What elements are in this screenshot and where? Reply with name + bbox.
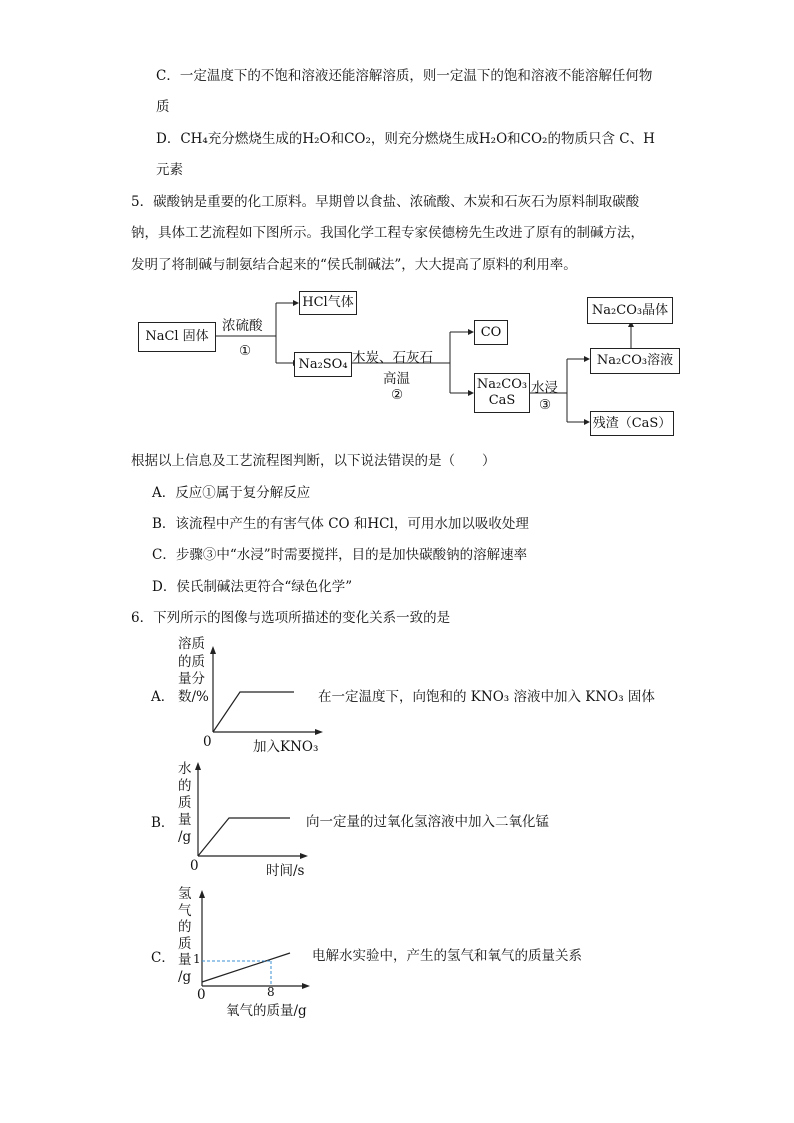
flow-step3: ③ xyxy=(539,397,552,413)
graph-c-letter: C． xyxy=(151,950,175,966)
flow-condition2: 高温 xyxy=(383,371,410,387)
graph-b-letter: B． xyxy=(151,815,175,831)
q5-option-c: C．步骤③中“水浸”时需要搅拌，目的是加快碳酸钠的溶解速率 xyxy=(152,547,528,563)
graph-c-guides xyxy=(202,961,271,986)
flow-nacl-box: NaCl 固体 xyxy=(138,322,216,352)
q6-stem: 6．下列所示的图像与选项所描述的变化关系一致的是 xyxy=(131,610,451,626)
flow-reagent1: 浓硫酸 xyxy=(222,318,263,334)
q4-option-d-line2: 元素 xyxy=(156,162,183,178)
graph-c-ytick: 1 xyxy=(193,952,201,966)
q5-stem-line2: 钠，具体工艺流程如下图所示。我国化学工程专家侯德榜先生改进了原有的制碱方法， xyxy=(131,225,644,241)
graph-c-curve xyxy=(202,953,290,982)
graph-c-ylabel: 氢 气 的 质 量 /g xyxy=(178,886,192,985)
q5-stem-line3: 发明了将制碱与制氨结合起来的“侯氏制碱法”，大大提高了原料的利用率。 xyxy=(131,257,577,273)
graph-a-origin: 0 xyxy=(203,734,212,750)
q5-question: 根据以上信息及工艺流程图判断，以下说法错误的是（ ） xyxy=(131,453,496,469)
graph-b-xlabel: 时间/s xyxy=(266,863,305,879)
flow-residue-box: 残渣（CaS） xyxy=(590,411,674,436)
graph-a-letter: A． xyxy=(151,689,175,705)
flow-reagent3: 水浸 xyxy=(531,380,558,396)
graph-a-curve xyxy=(213,692,294,732)
graph-a-xlabel: 加入KNO₃ xyxy=(253,739,319,755)
flow-hcl-box: HCl气体 xyxy=(299,291,357,315)
flow-step2: ② xyxy=(391,387,404,403)
graph-a-ylabel: 溶质 的质 量分 数/% xyxy=(178,636,209,705)
flow-co-box: CO xyxy=(474,320,508,345)
q4-option-c-line1: C．一定温度下的不饱和溶液还能溶解溶质，则一定温下的饱和溶液不能溶解任何物 xyxy=(156,68,653,84)
q5-option-a: A．反应①属于复分解反应 xyxy=(152,485,311,501)
flow-crystal-box: Na₂CO₃晶体 xyxy=(587,297,673,324)
graph-b-description: 向一定量的过氧化氢溶液中加入二氧化锰 xyxy=(306,814,549,830)
graph-b-origin: 0 xyxy=(190,858,199,874)
q4-option-c-line2: 质 xyxy=(156,99,170,115)
q5-option-d: D．侯氏制碱法更符合“绿色化学” xyxy=(152,579,353,595)
graph-c-description: 电解水实验中，产生的氢气和氧气的质量关系 xyxy=(312,948,582,964)
flow-solution-box: Na₂CO₃溶液 xyxy=(590,348,680,374)
flow-na2so4-box: Na₂SO₄ xyxy=(294,352,352,377)
flow-step1: ① xyxy=(239,343,252,359)
flow-mixture-line1: Na₂CO₃ xyxy=(476,377,528,392)
graph-c-origin: 0 xyxy=(197,987,206,1003)
graph-b-ylabel: 水 的 质 量 /g xyxy=(178,761,192,845)
flow-reagent2: 木炭、石灰石 xyxy=(352,350,433,366)
graph-c-xtick: 8 xyxy=(267,985,275,999)
q4-option-d-line1: D．CH₄充分燃烧生成的H₂O和CO₂，则充分燃烧生成H₂O和CO₂的物质只含 C、H xyxy=(156,131,655,147)
flow-mixture-line2: CaS xyxy=(488,393,516,408)
graph-b-curve xyxy=(198,818,290,856)
graph-a-description: 在一定温度下，向饱和的 KNO₃ 溶液中加入 KNO₃ 固体 xyxy=(318,689,655,705)
q5-option-b: B．该流程中产生的有害气体 CO 和HCl，可用水加以吸收处理 xyxy=(152,516,529,532)
q5-stem-line1: 5．碳酸钠是重要的化工原料。早期曾以食盐、浓硫酸、木炭和石灰石为原料制取碳酸 xyxy=(131,194,640,210)
graph-c-xlabel: 氧气的质量/g xyxy=(226,1003,307,1019)
